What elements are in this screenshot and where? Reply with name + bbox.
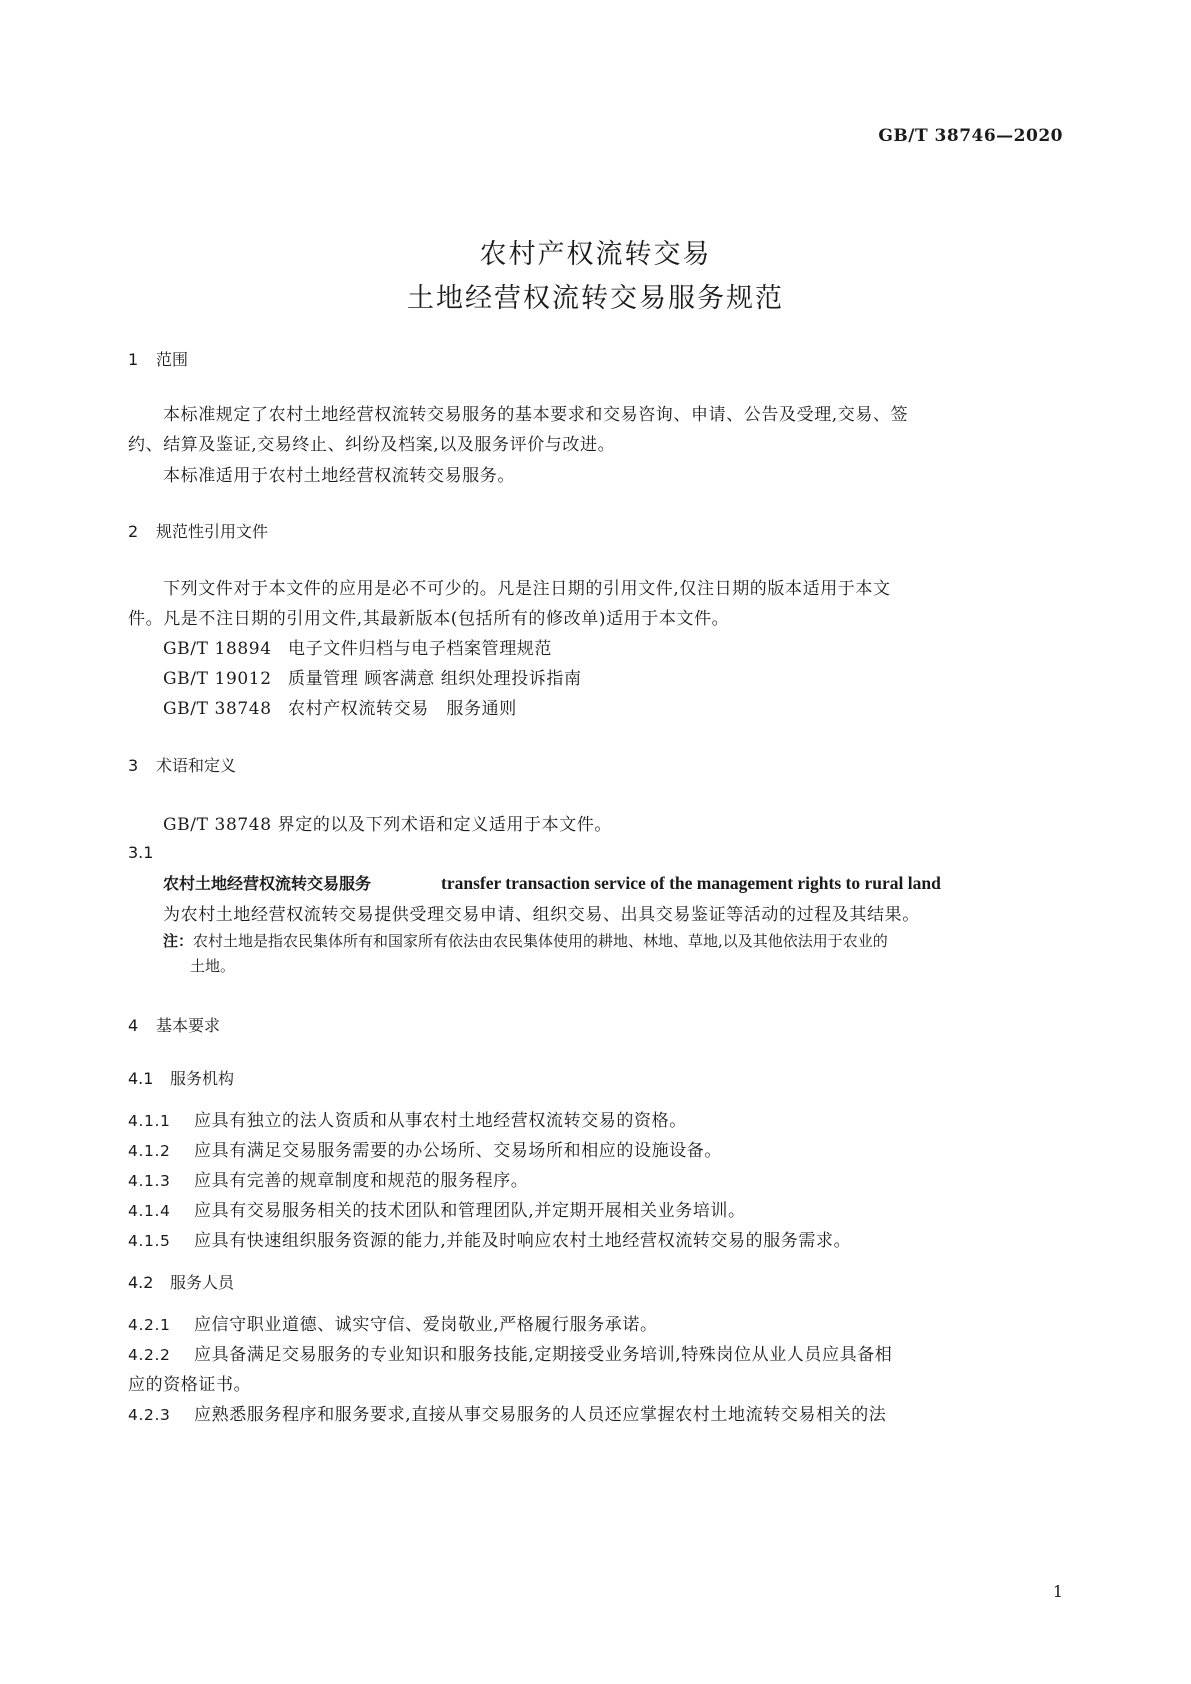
paragraph: 本标准适用于农村土地经营权流转交易服务。 [163, 466, 515, 486]
paragraph: 下列文件对于本文件的应用是必不可少的。凡是注日期的引用文件,仅注日期的版本适用于本文 [163, 579, 891, 599]
clause-number: 4.2.2 [128, 1346, 171, 1364]
paragraph: GB/T 38748 界定的以及下列术语和定义适用于本文件。 [163, 815, 613, 835]
clause-4-1-1 [128, 1106, 687, 1131]
section-2-heading [128, 519, 268, 542]
clause-text: 应熟悉服务程序和服务要求,直接从事交易服务的人员还应掌握农村土地流转交易相关的法 [194, 1405, 887, 1425]
subsection-number: 4.2 [128, 1273, 154, 1292]
clause-number: 4.1.4 [128, 1202, 171, 1220]
section-number: 1 [128, 350, 139, 369]
section-title: 范围 [156, 350, 189, 369]
clause-4-2-1 [128, 1310, 658, 1335]
page-number: 1 [1052, 1582, 1063, 1601]
section-number: 2 [128, 522, 139, 541]
document-title-line-1: 农村产权流转交易 [479, 239, 712, 270]
clause-number: 4.2.1 [128, 1316, 171, 1334]
term-entry [163, 871, 941, 894]
section-number: 4 [128, 1016, 139, 1035]
standard-number: GB/T 38746—2020 [878, 126, 1063, 146]
term-english: transfer transaction service of the management rights to rural land [441, 873, 941, 893]
section-3-heading [128, 753, 236, 776]
subsection-title: 服务机构 [170, 1069, 235, 1088]
clause-4-1-5 [128, 1226, 851, 1251]
reference-code: GB/T 19012 [163, 669, 272, 689]
note-text: 农村土地是指农民集体所有和国家所有依法由农民集体使用的耕地、林地、草地,以及其他依法用于农业的 [193, 932, 888, 950]
subsection-title: 服务人员 [170, 1273, 235, 1292]
normative-reference [163, 694, 517, 719]
paragraph: 本标准规定了农村土地经营权流转交易服务的基本要求和交易咨询、申请、公告及受理,交易、签 [163, 405, 909, 425]
clause-text: 应信守职业道德、诚实守信、爱岗敬业,严格履行服务承诺。 [194, 1315, 658, 1335]
section-4-heading [128, 1013, 220, 1036]
clause-4-1-2 [128, 1136, 722, 1161]
clause-number: 4.1.1 [128, 1112, 171, 1130]
term-note [163, 930, 888, 951]
term-number: 3.1 [128, 843, 154, 862]
reference-title: 质量管理 顾客满意 组织处理投诉指南 [288, 669, 582, 689]
reference-title: 农村产权流转交易 服务通则 [288, 699, 517, 719]
reference-code: GB/T 18894 [163, 639, 272, 659]
normative-reference [163, 634, 552, 659]
term-definition: 为农村土地经营权流转交易提供受理交易申请、组织交易、出具交易鉴证等活动的过程及其结果。 [163, 905, 920, 925]
normative-reference [163, 664, 582, 689]
clause-text: 应具有快速组织服务资源的能力,并能及时响应农村土地经营权流转交易的服务需求。 [194, 1231, 852, 1251]
reference-title: 电子文件归档与电子档案管理规范 [288, 639, 552, 659]
subsection-4-1-heading [128, 1066, 234, 1089]
clause-number: 4.1.2 [128, 1142, 171, 1160]
note-label: 注： [163, 932, 194, 950]
section-number: 3 [128, 756, 139, 775]
note-continuation: 土地。 [190, 957, 236, 975]
clause-continuation: 应的资格证书。 [128, 1375, 252, 1395]
clause-text: 应具有完善的规章制度和规范的服务程序。 [194, 1171, 529, 1191]
clause-text: 应具备满足交易服务的专业知识和服务技能,定期接受业务培训,特殊岗位从业人员应具备相 [194, 1345, 893, 1365]
clause-number: 4.1.5 [128, 1232, 171, 1250]
subsection-number: 4.1 [128, 1069, 154, 1088]
clause-number: 4.2.3 [128, 1406, 171, 1424]
section-title: 规范性引用文件 [156, 522, 269, 541]
reference-code: GB/T 38748 [163, 699, 272, 719]
subsection-4-2-heading [128, 1270, 234, 1293]
clause-4-2-3 [128, 1400, 886, 1425]
paragraph-continuation: 件。凡是不注日期的引用文件,其最新版本(包括所有的修改单)适用于本文件。 [128, 609, 730, 629]
clause-text: 应具有满足交易服务需要的办公场所、交易场所和相应的设施设备。 [194, 1141, 722, 1161]
clause-number: 4.1.3 [128, 1172, 171, 1190]
clause-4-1-4 [128, 1196, 746, 1221]
document-title-line-2: 土地经营权流转交易服务规范 [407, 283, 784, 314]
section-title: 基本要求 [156, 1016, 221, 1035]
term-chinese: 农村土地经营权流转交易服务 [163, 874, 372, 893]
section-1-heading [128, 347, 188, 370]
clause-text: 应具有独立的法人资质和从事农村土地经营权流转交易的资格。 [194, 1111, 687, 1131]
clause-4-1-3 [128, 1166, 528, 1191]
paragraph-continuation: 约、结算及鉴证,交易终止、纠纷及档案,以及服务评价与改进。 [128, 435, 616, 455]
section-title: 术语和定义 [156, 756, 237, 775]
clause-4-2-2 [128, 1340, 892, 1365]
clause-text: 应具有交易服务相关的技术团队和管理团队,并定期开展相关业务培训。 [194, 1201, 746, 1221]
